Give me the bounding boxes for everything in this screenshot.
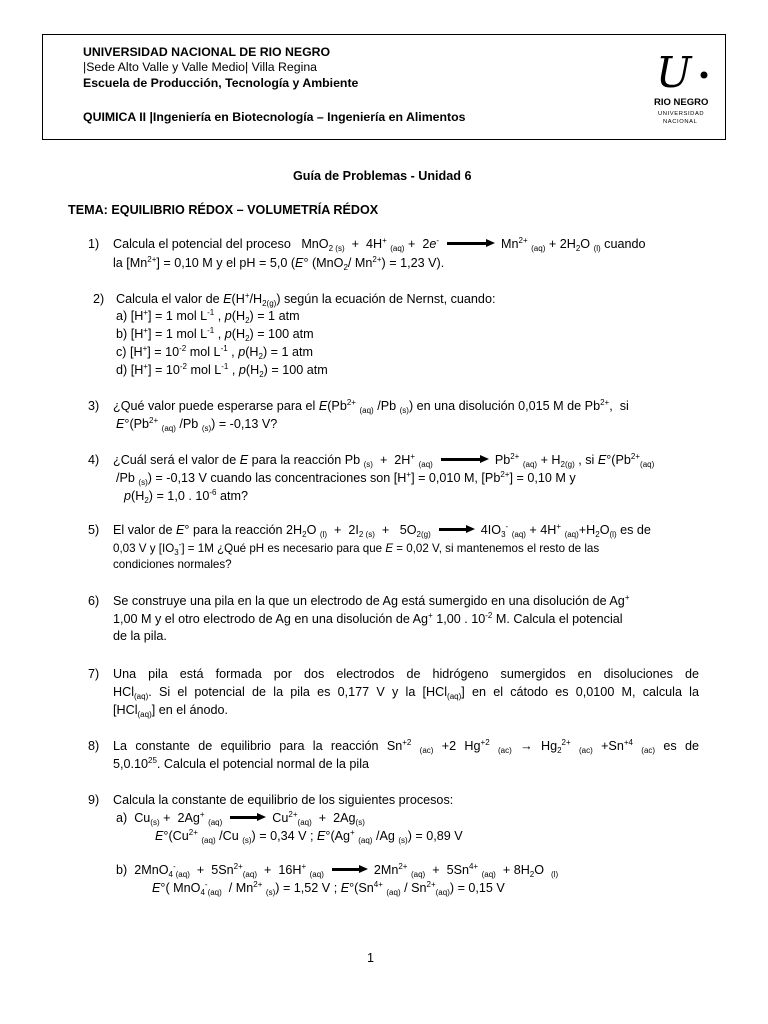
- reaction-arrow: [441, 456, 489, 462]
- problem-7-line-1: Una pila está formada por dos electrodos de hidrógeno sumergidos en disoluciones de: [113, 667, 699, 681]
- problem-1-number: 1): [88, 237, 100, 251]
- problem-7-line-2: HCl$_{(aq)}$. Si el potencial de la pila es 0,177 V y la [HCl$_{(aq)}$] en el cátodo es 0,0100 M, calcula la: [113, 685, 699, 701]
- problem-4-line-1: ¿Cuál será el valor de E para la reacción Pb $_{(s)}$ + 2H+ $_{(aq)}$ $Pb^{2+}$ $_{(aq)} + H_{2(g)}$ , si $E^\circ(Pb^{2+}_{(aq)}$: [113, 452, 655, 469]
- problem-5-line-3: condiciones normales?: [113, 558, 232, 571]
- problem-2-case-a: a) [H+] = 1 mol $L^{-1}$ , $p(H_2) = 1$ atm: [116, 308, 300, 325]
- logo-line-2: UNIVERSIDAD: [658, 111, 705, 117]
- problem-4-line-2: /Pb $_{(s)}$) = -0,13 V cuando las concentraciones son [H+] = 0,010 M, $[Pb^{2+}] = 0,10$ M y: [116, 470, 576, 487]
- problem-2-number: 2): [93, 292, 105, 306]
- problem-6-line-3: de la pila.: [113, 629, 167, 643]
- problem-6-line-1: Se construye una pila en la que un electrodo de Ag está sumergido en una disolución de Ag+: [113, 593, 630, 608]
- reaction-arrow: [447, 240, 495, 246]
- reaction-arrow: [332, 866, 368, 872]
- problem-2-case-b: b) [H+] = 1 mol $L^{-1}$ , $p(H_2) = 100$ atm: [116, 326, 314, 343]
- problem-2-case-c: c) $[H^+] = 10^{-2}$ mol $L^{-1}$ , $p(H_2) = 1$ atm: [116, 344, 313, 361]
- problem-9-a-reaction: a) $Cu_{(s)} + 2Ag^+$ $_{(aq)}$ $Cu^{2+}_{(aq)} + 2Ag_{(s)}$: [116, 810, 365, 827]
- problem-7-line-3: [HCl$_{(aq)}$] en el ánodo.: [113, 703, 229, 719]
- problem-5-line-2: 0,03 V y $[IO_3^-] = 1M$ ¿Qué pH es necesario para que E = 0,02 V, si mantenemos el resto de las: [113, 540, 600, 557]
- document-title: Guía de Problemas - Unidad 6: [293, 169, 472, 183]
- reaction-arrow: [230, 814, 266, 820]
- problem-4-number: 4): [88, 453, 100, 467]
- logo-line-3: NACIONAL: [663, 119, 698, 125]
- problem-5-line-1: El valor de E° para la reacción $2H_2O$ $_{(l)} + 2I_{2 (s)} + 5O_{2(g)}$ $4IO_3^-$ $_{(aq)}$ + 4H+ $_{(aq)}+H_2O_{(l)}$ es de: [113, 522, 651, 539]
- document-topic: TEMA: EQUILIBRIO RÉDOX – VOLUMETRÍA RÉDOX: [68, 203, 379, 217]
- problem-2-line-1: Calcula el valor de $E(H^+/H_{2(g)})$ según la ecuación de Nernst, cuando:: [116, 291, 496, 308]
- problem-9-b-potentials: E°( $MnO_4^-_{(aq)} / Mn^{2+}$ $_{(s)}$) = 1,52 V ; $E^\circ(Sn^{4+}$ $_{(aq)} / Sn^{2+}_{(aq)}) = 0,15$ V: [152, 880, 505, 897]
- university-logo: [652, 43, 716, 131]
- problem-9-b-reaction: b) $2MnO_4^-_{(aq)} + 5Sn^{2+}_{(aq)} + 16H^+$ $_{(aq)}$ $2Mn^{2+}$ $_{(aq)} + 5Sn^{4+}$ $_{(aq)} + 8H_2O$ $_{(l)}$: [116, 862, 559, 879]
- course-line: QUIMICA II |Ingeniería en Biotecnología – Ingeniería en Alimentos: [83, 110, 466, 124]
- problem-8-line-1: La constante de equilibrio para la reacción $Sn^{+2}$ $_{(ac)}$ +2 $Hg^{+2}$ $_{(ac)} \to Hg_2^{2+}$ $_{(ac)} +Sn^{+4}$ $_{(ac)}$ es de: [113, 738, 699, 755]
- page-number: 1: [367, 951, 375, 965]
- problem-4-line-3: $p(H_2) = 1,0$ . $10^{-6}$ atm?: [124, 488, 248, 505]
- logo-line-1: RIO NEGRO: [654, 97, 709, 108]
- university-name: UNIVERSIDAD NACIONAL DE RIO NEGRO: [83, 45, 331, 59]
- problem-9-a-potentials: $E^\circ(Cu^{2+}$ $_{(aq)}$ /Cu $_{(s)}$) = 0,34 V ; E°(Ag+ $_{(aq)}$ /Ag $_{(s)}$) = 0,89 V: [155, 828, 463, 845]
- logo-mark: U: [656, 48, 692, 97]
- problem-1-line-2: la $[Mn^{2+}] = 0,10$ M y el pH = 5,0 (E° (MnO$_2$/ $Mn^{2+}) = 1,23$ V).: [113, 255, 445, 272]
- problem-8-line-2: 5,0.10$^{25}$. Calcula el potencial normal de la pila: [113, 756, 370, 771]
- school-line: Escuela de Producción, Tecnología y Ambiente: [83, 76, 359, 90]
- reaction-arrow: [439, 526, 475, 532]
- problem-5-number: 5): [88, 523, 100, 537]
- problem-3-line-2: $E^\circ(Pb^{2+}$ $_{(aq)}$ /Pb $_{(s)}$) = -0,13 V?: [116, 416, 278, 433]
- problem-6-line-2: 1,00 M y el otro electrodo de Ag en una disolución de Ag+ 1,00 . $10^{-2}$ M. Calcula el potencial: [113, 611, 623, 626]
- problem-9-intro: Calcula la constante de equilibrio de los siguientes procesos:: [113, 793, 454, 807]
- problem-1-line-1: Calcula el potencial del proceso MnO$_{2 (s)}$ + 4H+ $_{(aq)}$ + 2e- $Mn^{2+}$ $_{(aq)} + 2H_2O$ $_{(l)}$ cuando: [113, 236, 646, 253]
- header-box: [42, 34, 726, 140]
- problem-7-number: 7): [88, 667, 100, 681]
- problem-2-case-d: d) $[H^+] = 10^{-2}$ mol $L^{-1}$ , $p(H_2) = 100$ atm: [116, 362, 328, 379]
- problem-2-intro: Calcula el valor de: [116, 292, 220, 306]
- problem-8-number: 8): [88, 739, 100, 753]
- problem-3-line-1: ¿Qué valor puede esperarse para el $E(Pb^{2+}$ $_{(aq)}$ /Pb $_{(s)}$) en una disolución 0,015 M de $Pb^{2+}$, si: [113, 398, 629, 415]
- campus-line: |Sede Alto Valle y Valle Medio| Villa Regina: [83, 60, 318, 74]
- problem-3-number: 3): [88, 399, 100, 413]
- problem-9-number: 9): [88, 793, 100, 807]
- problem-6-number: 6): [88, 594, 100, 608]
